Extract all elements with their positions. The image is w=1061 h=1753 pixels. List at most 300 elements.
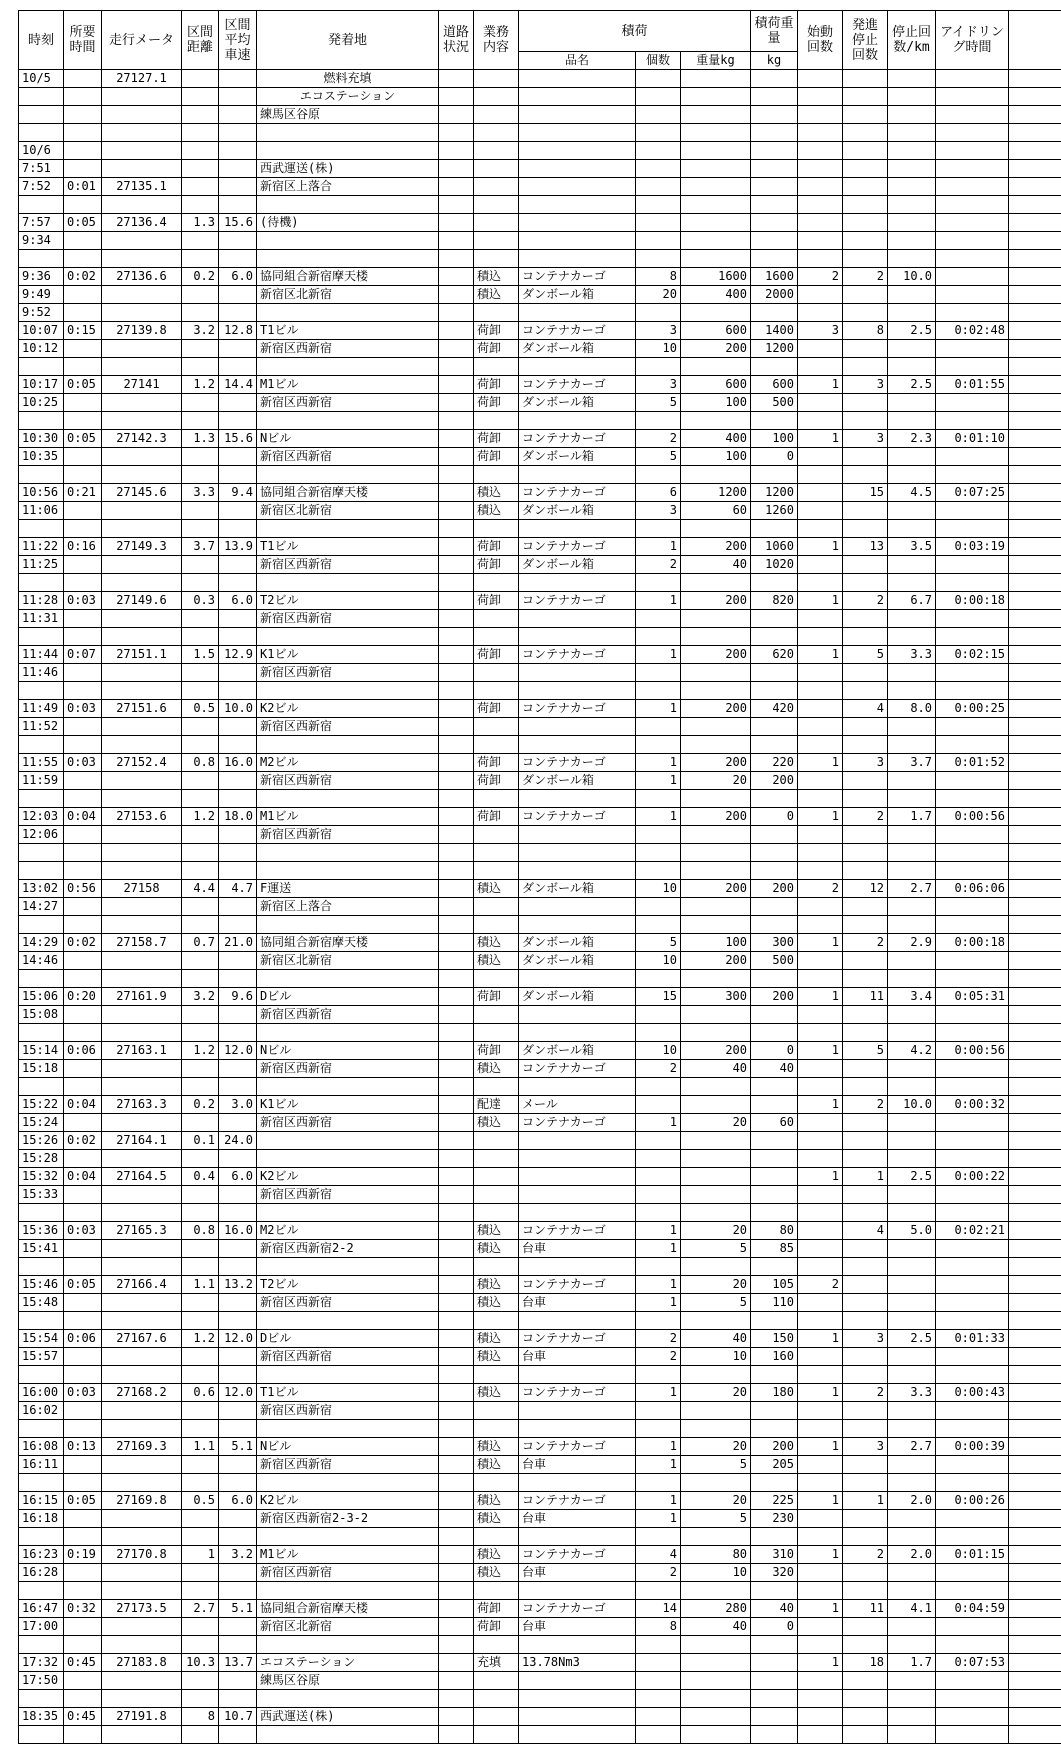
- cell-time: 17:00: [19, 1618, 64, 1636]
- cell-idling: 0:00:18: [936, 592, 1009, 610]
- cell-stops-per-km: [888, 160, 936, 178]
- cell-road-status: [439, 1672, 474, 1690]
- cell-extra: [1009, 1186, 1061, 1204]
- cell-weight: [681, 574, 751, 592]
- cell-idling: [936, 1312, 1009, 1330]
- cell-work: [474, 1168, 519, 1186]
- cell-odometer: [102, 970, 182, 988]
- cell-extra: [1009, 268, 1061, 286]
- cell-avg-speed: [219, 772, 257, 790]
- cell-item-name: ダンボール箱: [519, 772, 636, 790]
- cell-section-distance: [182, 1258, 219, 1276]
- cell-weight: [681, 718, 751, 736]
- cell-stops-per-km: [888, 898, 936, 916]
- cell-avg-speed: [219, 1618, 257, 1636]
- cell-extra: [1009, 1240, 1061, 1258]
- cell-stop-go: 1: [843, 1168, 888, 1186]
- cell-avg-speed: 18.0: [219, 808, 257, 826]
- cell-avg-speed: [219, 232, 257, 250]
- cell-section-distance: 0.2: [182, 268, 219, 286]
- table-row: [19, 1276, 1061, 1294]
- cell-item-name: [519, 574, 636, 592]
- cell-duration: 0:07: [64, 646, 102, 664]
- cell-section-distance: [182, 772, 219, 790]
- cell-weight: 200: [681, 592, 751, 610]
- table-row: [19, 952, 1061, 970]
- cell-work: 積込: [474, 484, 519, 502]
- cell-duration: [64, 1348, 102, 1366]
- cell-count: 10: [636, 1042, 681, 1060]
- cell-count: 3: [636, 322, 681, 340]
- cell-avg-speed: [219, 1006, 257, 1024]
- table-row: [19, 556, 1061, 574]
- cell-location: K2ビル: [257, 700, 439, 718]
- cell-section-distance: [182, 466, 219, 484]
- cell-load-weight: [751, 214, 798, 232]
- cell-idling: [936, 124, 1009, 142]
- cell-count: 15: [636, 988, 681, 1006]
- cell-stops-per-km: [888, 1402, 936, 1420]
- cell-stop-go: [843, 1348, 888, 1366]
- cell-idling: 0:01:10: [936, 430, 1009, 448]
- cell-duration: [64, 1186, 102, 1204]
- cell-extra: [1009, 430, 1061, 448]
- log-body: [19, 70, 1061, 1744]
- cell-road-status: [439, 1006, 474, 1024]
- cell-work: 荷卸: [474, 1600, 519, 1618]
- table-row: [19, 358, 1061, 376]
- cell-location: [257, 1366, 439, 1384]
- cell-avg-speed: [219, 1294, 257, 1312]
- cell-time: 10:17: [19, 376, 64, 394]
- cell-stops-per-km: 3.5: [888, 538, 936, 556]
- cell-road-status: [439, 646, 474, 664]
- cell-starts: [798, 628, 843, 646]
- cell-extra: [1009, 790, 1061, 808]
- cell-section-distance: [182, 394, 219, 412]
- cell-duration: [64, 1240, 102, 1258]
- cell-weight: 40: [681, 1618, 751, 1636]
- cell-extra: [1009, 700, 1061, 718]
- cell-avg-speed: 5.1: [219, 1438, 257, 1456]
- cell-road-status: [439, 1078, 474, 1096]
- cell-extra: [1009, 1114, 1061, 1132]
- cell-avg-speed: 16.0: [219, 1222, 257, 1240]
- cell-section-distance: [182, 1294, 219, 1312]
- cell-load-weight: 100: [751, 430, 798, 448]
- cell-starts: [798, 466, 843, 484]
- cell-road-status: [439, 1384, 474, 1402]
- cell-count: 14: [636, 1600, 681, 1618]
- cell-extra: [1009, 862, 1061, 880]
- cell-odometer: [102, 1312, 182, 1330]
- cell-avg-speed: [219, 916, 257, 934]
- cell-idling: [936, 862, 1009, 880]
- cell-location: [257, 1024, 439, 1042]
- cell-duration: [64, 682, 102, 700]
- cell-odometer: 27173.5: [102, 1600, 182, 1618]
- cell-time: [19, 1366, 64, 1384]
- cell-idling: 0:02:21: [936, 1222, 1009, 1240]
- cell-stops-per-km: [888, 1258, 936, 1276]
- cell-location: [257, 1150, 439, 1168]
- cell-work: [474, 196, 519, 214]
- cell-section-distance: 3.2: [182, 322, 219, 340]
- cell-location: 新宿区上落合: [257, 178, 439, 196]
- cell-starts: 1: [798, 646, 843, 664]
- cell-location: 新宿区西新宿: [257, 394, 439, 412]
- cell-work: [474, 1582, 519, 1600]
- cell-stops-per-km: 2.7: [888, 1438, 936, 1456]
- table-row: [19, 1348, 1061, 1366]
- cell-extra: [1009, 70, 1061, 88]
- cell-work: 積込: [474, 1222, 519, 1240]
- cell-stop-go: 4: [843, 700, 888, 718]
- cell-count: [636, 1366, 681, 1384]
- cell-work: 積込: [474, 502, 519, 520]
- cell-duration: 0:04: [64, 1096, 102, 1114]
- cell-idling: [936, 1690, 1009, 1708]
- table-row: [19, 1366, 1061, 1384]
- cell-avg-speed: [219, 1420, 257, 1438]
- cell-road-status: [439, 1024, 474, 1042]
- cell-time: 10:12: [19, 340, 64, 358]
- cell-starts: [798, 1348, 843, 1366]
- cell-stops-per-km: [888, 862, 936, 880]
- cell-section-distance: [182, 1456, 219, 1474]
- cell-starts: [798, 1690, 843, 1708]
- cell-road-status: [439, 1294, 474, 1312]
- cell-avg-speed: [219, 1150, 257, 1168]
- cell-avg-speed: [219, 970, 257, 988]
- cell-work: [474, 88, 519, 106]
- cell-item-name: ダンボール箱: [519, 502, 636, 520]
- cell-road-status: [439, 772, 474, 790]
- cell-stops-per-km: [888, 970, 936, 988]
- col-stops-per-km: 停止回数/km: [888, 11, 936, 70]
- col-load-weight-unit: kg: [751, 52, 798, 70]
- cell-work: [474, 898, 519, 916]
- cell-location: [257, 682, 439, 700]
- cell-load-weight: 620: [751, 646, 798, 664]
- cell-starts: 1: [798, 1168, 843, 1186]
- cell-section-distance: [182, 610, 219, 628]
- cell-extra: [1009, 1402, 1061, 1420]
- cell-stops-per-km: [888, 1006, 936, 1024]
- cell-duration: [64, 610, 102, 628]
- cell-idling: [936, 1132, 1009, 1150]
- cell-duration: 0:05: [64, 376, 102, 394]
- cell-avg-speed: 9.4: [219, 484, 257, 502]
- table-row: [19, 646, 1061, 664]
- cell-location: [257, 574, 439, 592]
- cell-section-distance: 1.2: [182, 376, 219, 394]
- cell-load-weight: [751, 232, 798, 250]
- cell-stops-per-km: [888, 1204, 936, 1222]
- cell-idling: [936, 340, 1009, 358]
- cell-stop-go: [843, 1312, 888, 1330]
- cell-count: 8: [636, 1618, 681, 1636]
- cell-duration: [64, 556, 102, 574]
- cell-extra: [1009, 1204, 1061, 1222]
- cell-road-status: [439, 736, 474, 754]
- cell-weight: 200: [681, 646, 751, 664]
- cell-idling: [936, 916, 1009, 934]
- cell-stops-per-km: [888, 718, 936, 736]
- cell-item-name: 台車: [519, 1456, 636, 1474]
- cell-duration: 0:03: [64, 1222, 102, 1240]
- cell-section-distance: [182, 1348, 219, 1366]
- cell-avg-speed: [219, 196, 257, 214]
- col-odometer: 走行メータ: [102, 11, 182, 70]
- cell-weight: [681, 862, 751, 880]
- cell-time: 15:48: [19, 1294, 64, 1312]
- cell-starts: [798, 448, 843, 466]
- cell-idling: [936, 1114, 1009, 1132]
- cell-extra: [1009, 1510, 1061, 1528]
- cell-work: [474, 1726, 519, 1744]
- cell-item-name: コンテナカーゴ: [519, 808, 636, 826]
- cell-idling: 0:00:56: [936, 808, 1009, 826]
- cell-section-distance: 0.7: [182, 934, 219, 952]
- cell-road-status: [439, 232, 474, 250]
- cell-odometer: [102, 574, 182, 592]
- cell-count: [636, 826, 681, 844]
- cell-starts: [798, 556, 843, 574]
- cell-starts: [798, 178, 843, 196]
- cell-odometer: [102, 1114, 182, 1132]
- cell-time: 7:51: [19, 160, 64, 178]
- cell-road-status: [439, 196, 474, 214]
- cell-road-status: [439, 1042, 474, 1060]
- cell-duration: [64, 1636, 102, 1654]
- cell-odometer: [102, 1528, 182, 1546]
- cell-idling: [936, 286, 1009, 304]
- cell-idling: 0:02:48: [936, 322, 1009, 340]
- cell-duration: [64, 772, 102, 790]
- cell-count: [636, 916, 681, 934]
- cell-time: 11:55: [19, 754, 64, 772]
- cell-stop-go: [843, 718, 888, 736]
- cell-section-distance: [182, 1060, 219, 1078]
- cell-time: 14:29: [19, 934, 64, 952]
- cell-stops-per-km: [888, 1186, 936, 1204]
- cell-duration: [64, 1006, 102, 1024]
- cell-section-distance: [182, 1240, 219, 1258]
- table-row: [19, 394, 1061, 412]
- cell-odometer: [102, 1006, 182, 1024]
- cell-item-name: [519, 862, 636, 880]
- cell-odometer: [102, 1510, 182, 1528]
- cell-stop-go: 15: [843, 484, 888, 502]
- cell-count: [636, 1078, 681, 1096]
- cell-stops-per-km: [888, 1060, 936, 1078]
- cell-starts: [798, 286, 843, 304]
- cell-starts: [798, 1240, 843, 1258]
- cell-weight: [681, 736, 751, 754]
- cell-count: 10: [636, 880, 681, 898]
- cell-count: 1: [636, 1114, 681, 1132]
- cell-weight: [681, 214, 751, 232]
- cell-section-distance: [182, 556, 219, 574]
- cell-avg-speed: 12.0: [219, 1330, 257, 1348]
- cell-weight: [681, 664, 751, 682]
- cell-road-status: [439, 394, 474, 412]
- cell-avg-speed: 13.2: [219, 1276, 257, 1294]
- table-row: [19, 1618, 1061, 1636]
- cell-location: M2ビル: [257, 754, 439, 772]
- cell-load-weight: 1200: [751, 340, 798, 358]
- cell-time: 15:54: [19, 1330, 64, 1348]
- cell-extra: [1009, 1420, 1061, 1438]
- cell-stops-per-km: [888, 214, 936, 232]
- cell-stops-per-km: 3.3: [888, 646, 936, 664]
- cell-avg-speed: [219, 520, 257, 538]
- cell-duration: [64, 1474, 102, 1492]
- cell-item-name: [519, 178, 636, 196]
- cell-starts: [798, 1114, 843, 1132]
- table-row: [19, 700, 1061, 718]
- cell-work: 積込: [474, 268, 519, 286]
- cell-extra: [1009, 1258, 1061, 1276]
- cell-odometer: [102, 1294, 182, 1312]
- table-row: [19, 250, 1061, 268]
- cell-count: [636, 574, 681, 592]
- cell-time: [19, 1690, 64, 1708]
- cell-location: 新宿区西新宿: [257, 1294, 439, 1312]
- cell-time: 14:46: [19, 952, 64, 970]
- cell-extra: [1009, 196, 1061, 214]
- cell-extra: [1009, 1078, 1061, 1096]
- cell-work: 積込: [474, 1438, 519, 1456]
- cell-duration: [64, 736, 102, 754]
- cell-avg-speed: 15.6: [219, 430, 257, 448]
- cell-duration: 0:20: [64, 988, 102, 1006]
- cell-work: [474, 1204, 519, 1222]
- cell-stop-go: [843, 1510, 888, 1528]
- cell-section-distance: [182, 412, 219, 430]
- cell-stop-go: [843, 448, 888, 466]
- cell-time: 16:15: [19, 1492, 64, 1510]
- cell-road-status: [439, 1474, 474, 1492]
- cell-avg-speed: [219, 1636, 257, 1654]
- cell-location: [257, 466, 439, 484]
- cell-starts: 1: [798, 1654, 843, 1672]
- cell-odometer: [102, 628, 182, 646]
- cell-work: [474, 862, 519, 880]
- cell-stop-go: [843, 250, 888, 268]
- cell-item-name: コンテナカーゴ: [519, 268, 636, 286]
- cell-odometer: [102, 826, 182, 844]
- table-row: [19, 142, 1061, 160]
- cell-section-distance: [182, 196, 219, 214]
- cell-work: [474, 628, 519, 646]
- cell-extra: [1009, 1384, 1061, 1402]
- cell-extra: [1009, 106, 1061, 124]
- cell-count: [636, 520, 681, 538]
- cell-section-distance: 3.2: [182, 988, 219, 1006]
- cell-location: 新宿区西新宿: [257, 556, 439, 574]
- cell-weight: [681, 1096, 751, 1114]
- cell-load-weight: [751, 1528, 798, 1546]
- cell-item-name: コンテナカーゴ: [519, 646, 636, 664]
- cell-count: 8: [636, 268, 681, 286]
- cell-stop-go: [843, 1060, 888, 1078]
- cell-road-status: [439, 682, 474, 700]
- cell-work: [474, 70, 519, 88]
- table-row: [19, 862, 1061, 880]
- cell-road-status: [439, 1204, 474, 1222]
- cell-section-distance: 1.3: [182, 214, 219, 232]
- cell-location: [257, 1690, 439, 1708]
- cell-time: 16:00: [19, 1384, 64, 1402]
- cell-load-weight: [751, 1258, 798, 1276]
- cell-location: Nビル: [257, 1042, 439, 1060]
- cell-section-distance: 0.1: [182, 1132, 219, 1150]
- cell-extra: [1009, 502, 1061, 520]
- cell-odometer: 27169.8: [102, 1492, 182, 1510]
- cell-stop-go: [843, 70, 888, 88]
- cell-stops-per-km: 10.0: [888, 268, 936, 286]
- cell-section-distance: 3.7: [182, 538, 219, 556]
- cell-avg-speed: [219, 844, 257, 862]
- cell-idling: [936, 214, 1009, 232]
- cell-count: 1: [636, 754, 681, 772]
- cell-stop-go: [843, 304, 888, 322]
- cell-item-name: [519, 232, 636, 250]
- cell-weight: [681, 1420, 751, 1438]
- cell-count: [636, 610, 681, 628]
- cell-section-distance: 1.5: [182, 646, 219, 664]
- cell-idling: 0:01:55: [936, 376, 1009, 394]
- cell-starts: [798, 358, 843, 376]
- cell-work: 積込: [474, 1060, 519, 1078]
- cell-section-distance: 0.5: [182, 700, 219, 718]
- col-section-distance: 区間距離: [182, 11, 219, 70]
- table-row: [19, 592, 1061, 610]
- cell-starts: [798, 736, 843, 754]
- cell-idling: [936, 826, 1009, 844]
- cell-duration: 0:02: [64, 1132, 102, 1150]
- cell-duration: [64, 1114, 102, 1132]
- cell-location: 新宿区西新宿: [257, 1402, 439, 1420]
- cell-duration: [64, 1528, 102, 1546]
- cell-location: [257, 124, 439, 142]
- cell-time: [19, 1474, 64, 1492]
- table-row: [19, 160, 1061, 178]
- cell-stops-per-km: [888, 1078, 936, 1096]
- cell-idling: 0:05:31: [936, 988, 1009, 1006]
- cell-stops-per-km: [888, 304, 936, 322]
- cell-time: 7:57: [19, 214, 64, 232]
- cell-item-name: 13.78Nm3: [519, 1654, 636, 1672]
- cell-duration: [64, 862, 102, 880]
- cell-starts: 2: [798, 1276, 843, 1294]
- cell-time: 11:31: [19, 610, 64, 628]
- cell-stop-go: [843, 1186, 888, 1204]
- cell-item-name: [519, 1168, 636, 1186]
- cell-idling: [936, 520, 1009, 538]
- cell-road-status: [439, 934, 474, 952]
- cell-stops-per-km: [888, 844, 936, 862]
- cell-weight: 600: [681, 322, 751, 340]
- cell-location: Dビル: [257, 988, 439, 1006]
- cell-weight: 5: [681, 1240, 751, 1258]
- cell-stop-go: [843, 1240, 888, 1258]
- cell-avg-speed: 16.0: [219, 754, 257, 772]
- cell-duration: 0:45: [64, 1654, 102, 1672]
- cell-stops-per-km: [888, 1474, 936, 1492]
